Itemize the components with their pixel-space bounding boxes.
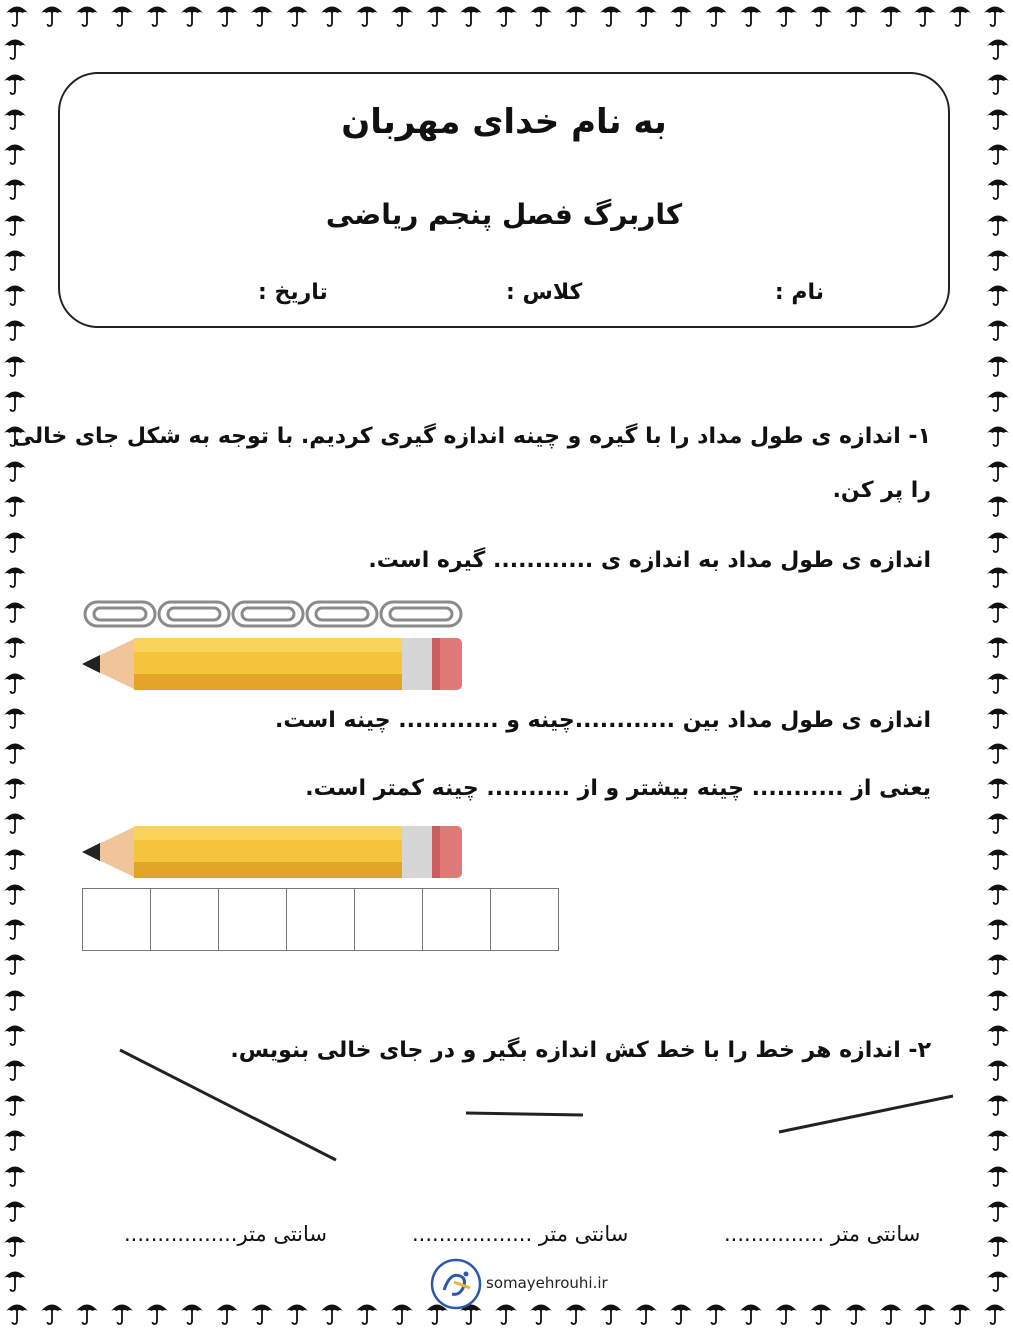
umbrella-icon: [3, 845, 27, 871]
umbrella-icon: [986, 457, 1010, 483]
measurement-blocks: [82, 888, 558, 951]
umbrella-icon: [986, 845, 1010, 871]
paper-clips-illustration: [82, 598, 466, 632]
umbrella-icon: [986, 70, 1010, 96]
umbrella-icon: [215, 1300, 239, 1326]
umbrella-icon: [3, 704, 27, 730]
question1-text-line2: را پر کن.: [832, 478, 931, 503]
umbrella-icon: [3, 528, 27, 554]
umbrella-icon: [320, 1300, 344, 1326]
umbrella-icon: [599, 1300, 623, 1326]
umbrella-icon: [986, 880, 1010, 906]
measurement-block: [218, 888, 287, 951]
paper-clip-icon: [233, 602, 303, 626]
umbrella-icon: [3, 105, 27, 131]
umbrella-icon: [599, 2, 623, 28]
name-label: نام :: [774, 280, 824, 305]
line-to-measure-middle: [466, 1113, 583, 1115]
umbrella-icon: [986, 387, 1010, 413]
umbrella-icon: [986, 140, 1010, 166]
question1-range-sentence: اندازه ی طول مداد بین ............چینه و ............ چینه است.: [275, 708, 931, 733]
class-label: کلاس :: [506, 280, 583, 305]
page-title: به نام خدای مهربان: [341, 102, 667, 142]
umbrella-icon: [3, 950, 27, 976]
umbrella-icon: [564, 2, 588, 28]
date-label: تاریخ :: [258, 280, 328, 305]
umbrella-icon: [986, 105, 1010, 131]
answer-blank-right: سانتی متر ...............: [724, 1222, 921, 1246]
measurement-block: [286, 888, 355, 951]
umbrella-icon: [739, 2, 763, 28]
measurement-block: [354, 888, 423, 951]
umbrella-icon: [809, 2, 833, 28]
umbrella-icon: [40, 1300, 64, 1326]
umbrella-icon: [634, 1300, 658, 1326]
umbrella-icon: [3, 211, 27, 237]
umbrella-icon: [3, 175, 27, 201]
umbrella-icon: [986, 175, 1010, 201]
umbrella-icon: [774, 1300, 798, 1326]
umbrella-icon: [986, 739, 1010, 765]
measurement-block: [422, 888, 491, 951]
question1-clips-sentence: اندازه ی طول مداد به اندازه ی ............ گیره است.: [368, 548, 931, 573]
umbrella-icon: [986, 316, 1010, 342]
umbrella-icon: [986, 986, 1010, 1012]
umbrella-icon: [5, 2, 29, 28]
umbrella-icon: [3, 598, 27, 624]
umbrella-icon: [250, 1300, 274, 1326]
umbrella-icon: [986, 281, 1010, 307]
page-subtitle: کاربرگ فصل پنجم ریاضی: [325, 198, 683, 231]
paper-clip-icon: [85, 602, 155, 626]
umbrella-icon: [774, 2, 798, 28]
umbrella-icon: [529, 1300, 553, 1326]
umbrella-icon: [986, 915, 1010, 941]
umbrella-icon: [3, 1267, 27, 1293]
umbrella-icon: [3, 246, 27, 272]
umbrella-icon: [669, 2, 693, 28]
umbrella-icon: [75, 1300, 99, 1326]
umbrella-icon: [634, 2, 658, 28]
umbrella-icon: [3, 563, 27, 589]
umbrella-icon: [494, 2, 518, 28]
line-to-measure-left: [120, 1050, 336, 1160]
umbrella-icon: [3, 140, 27, 166]
answer-blank-left: سانتی متر.................: [124, 1222, 328, 1246]
umbrella-icon: [355, 2, 379, 28]
umbrella-icon: [983, 2, 1007, 28]
border-bottom: [0, 1298, 1013, 1328]
umbrella-icon: [564, 1300, 588, 1326]
umbrella-icon: [986, 528, 1010, 554]
umbrella-icon: [285, 1300, 309, 1326]
umbrella-icon: [390, 2, 414, 28]
umbrella-icon: [3, 35, 27, 61]
umbrella-icon: [986, 35, 1010, 61]
umbrella-icon: [3, 669, 27, 695]
border-top: [0, 0, 1013, 30]
measurement-block: [82, 888, 151, 951]
question1-more-less-sentence: یعنی از ........... چینه بیشتر و از .......... چینه کمتر است.: [305, 776, 931, 801]
umbrella-icon: [215, 2, 239, 28]
umbrella-icon: [986, 422, 1010, 448]
umbrella-icon: [913, 1300, 937, 1326]
umbrella-icon: [879, 1300, 903, 1326]
umbrella-icon: [986, 352, 1010, 378]
umbrella-icon: [110, 1300, 134, 1326]
umbrella-icon: [3, 880, 27, 906]
umbrella-icon: [355, 1300, 379, 1326]
pencil-illustration: [80, 634, 468, 694]
umbrella-icon: [285, 2, 309, 28]
umbrella-icon: [425, 2, 449, 28]
paper-clip-icon: [307, 602, 377, 626]
umbrella-icon: [986, 598, 1010, 624]
umbrella-icon: [110, 2, 134, 28]
umbrella-icon: [704, 1300, 728, 1326]
umbrella-icon: [844, 1300, 868, 1326]
umbrella-icon: [739, 1300, 763, 1326]
umbrella-icon: [948, 1300, 972, 1326]
umbrella-icon: [879, 2, 903, 28]
umbrella-icon: [3, 986, 27, 1012]
umbrella-icon: [459, 2, 483, 28]
question2-prompt: ۲- اندازه هر خط را با خط کش اندازه بگیر و در جای خالی بنویس.: [230, 1038, 931, 1063]
umbrella-icon: [3, 352, 27, 378]
umbrella-icon: [3, 457, 27, 483]
umbrella-icon: [986, 669, 1010, 695]
umbrella-icon: [3, 774, 27, 800]
umbrella-icon: [704, 2, 728, 28]
umbrella-icon: [250, 2, 274, 28]
pencil-illustration-2: [80, 822, 468, 882]
measurement-block: [150, 888, 219, 951]
umbrella-icon: [986, 1197, 1010, 1223]
umbrella-icon: [948, 2, 972, 28]
answer-blank-middle: سانتی متر ..................: [412, 1222, 629, 1246]
umbrella-icon: [3, 1197, 27, 1223]
umbrella-icon: [986, 704, 1010, 730]
umbrella-icon: [145, 1300, 169, 1326]
umbrella-icon: [986, 774, 1010, 800]
umbrella-icon: [669, 1300, 693, 1326]
line-to-measure-right: [779, 1096, 953, 1132]
umbrella-icon: [986, 1267, 1010, 1293]
umbrella-icon: [986, 246, 1010, 272]
umbrella-icon: [75, 2, 99, 28]
umbrella-icon: [320, 2, 344, 28]
umbrella-icon: [913, 2, 937, 28]
question1-text-line1: ۱- اندازه ی طول مداد را با گیره و چینه اندازه گیری کردیم. با توجه به شکل جای خالی: [12, 424, 931, 449]
umbrella-icon: [494, 1300, 518, 1326]
umbrella-icon: [529, 2, 553, 28]
umbrella-icon: [3, 739, 27, 765]
umbrella-icon: [986, 950, 1010, 976]
umbrella-icon: [3, 1232, 27, 1258]
umbrella-icon: [5, 1300, 29, 1326]
paper-clip-icon: [159, 602, 229, 626]
umbrella-icon: [3, 281, 27, 307]
umbrella-icon: [3, 316, 27, 342]
umbrella-icon: [3, 70, 27, 96]
umbrella-icon: [3, 633, 27, 659]
footer-site: somayehrouhi.ir: [486, 1274, 608, 1292]
umbrella-icon: [986, 809, 1010, 835]
umbrella-icon: [809, 1300, 833, 1326]
umbrella-icon: [986, 563, 1010, 589]
umbrella-icon: [844, 2, 868, 28]
umbrella-icon: [3, 387, 27, 413]
umbrella-icon: [3, 915, 27, 941]
umbrella-icon: [986, 211, 1010, 237]
umbrella-icon: [983, 1300, 1007, 1326]
measurement-block: [490, 888, 559, 951]
umbrella-icon: [986, 633, 1010, 659]
umbrella-icon: [986, 1232, 1010, 1258]
umbrella-icon: [180, 1300, 204, 1326]
umbrella-icon: [145, 2, 169, 28]
umbrella-icon: [390, 1300, 414, 1326]
umbrella-icon: [3, 809, 27, 835]
measure-lines: [0, 1030, 1013, 1170]
umbrella-icon: [180, 2, 204, 28]
site-logo-icon: [430, 1258, 482, 1310]
umbrella-icon: [40, 2, 64, 28]
umbrella-icon: [3, 492, 27, 518]
header-box: [58, 72, 950, 328]
umbrella-icon: [986, 492, 1010, 518]
paper-clip-icon: [381, 602, 461, 626]
